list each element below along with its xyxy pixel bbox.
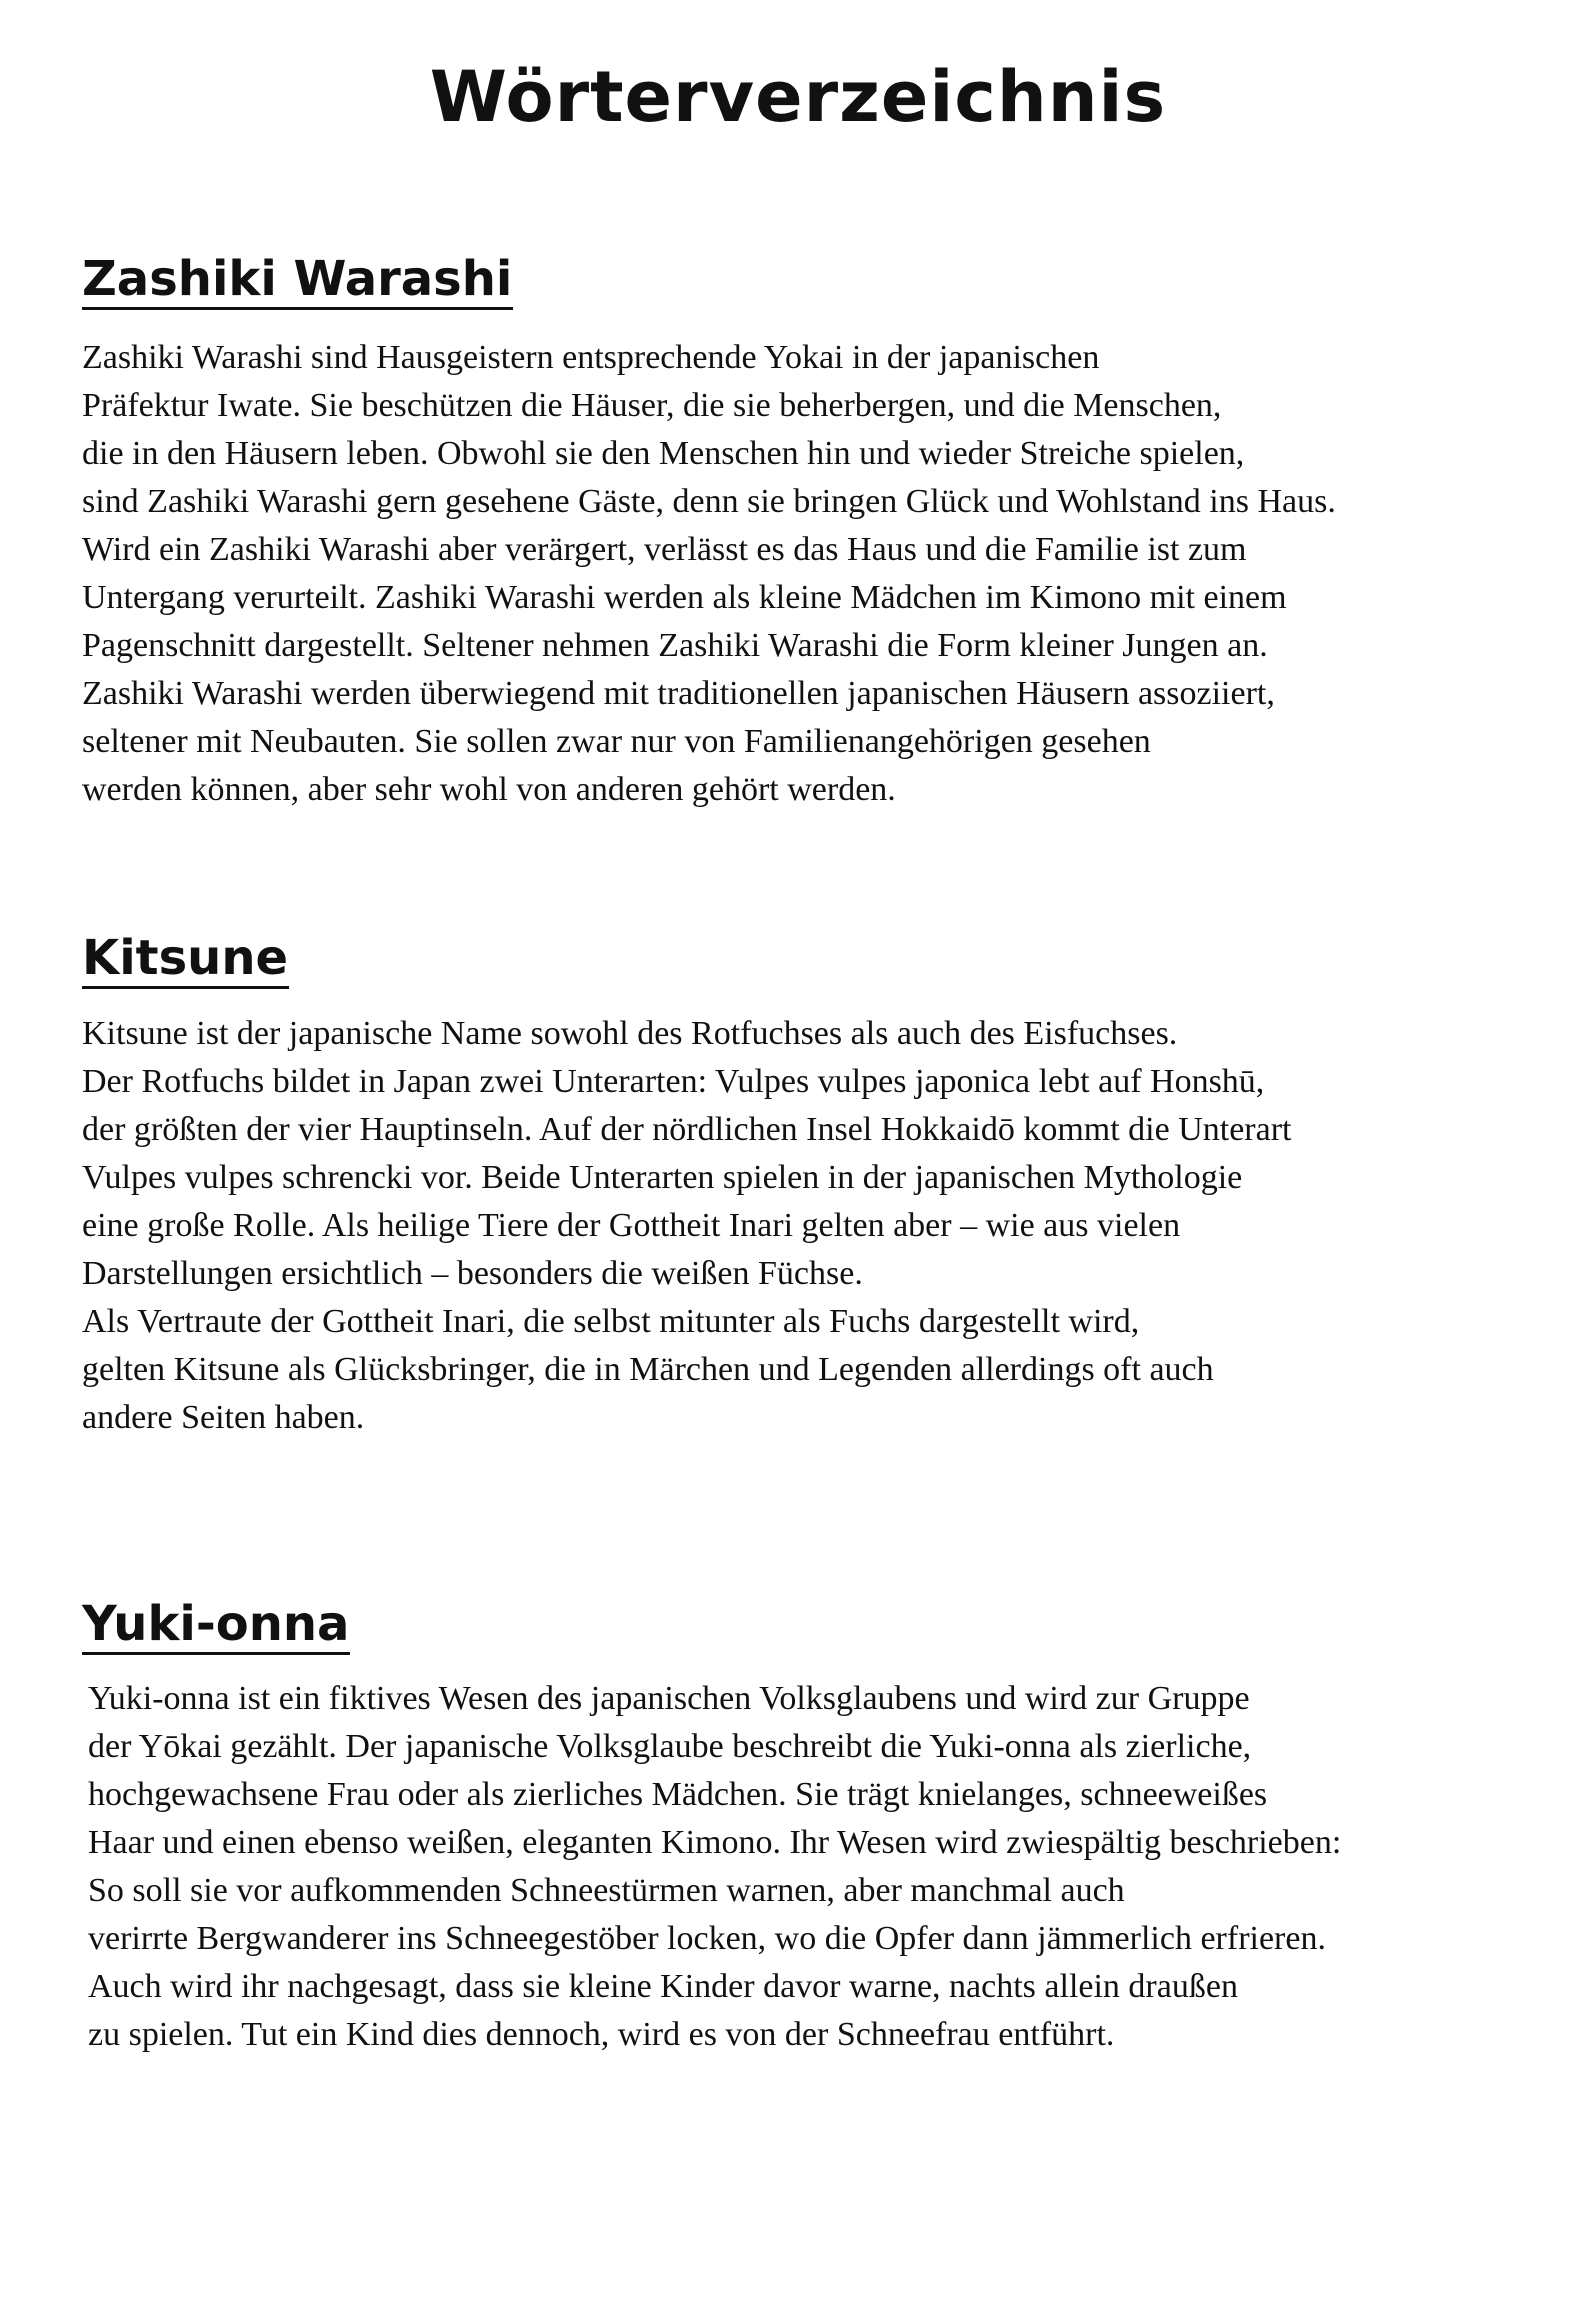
page-title: Wörterverzeichnis bbox=[429, 56, 1167, 138]
body-line: Pagenschnitt dargestellt. Seltener nehmen Zashiki Warashi die Form kleiner Jungen an. bbox=[82, 627, 1268, 664]
body-line: andere Seiten haben. bbox=[82, 1399, 365, 1436]
body-line: eine große Rolle. Als heilige Tiere der Gottheit Inari gelten aber – wie aus vielen bbox=[82, 1207, 1181, 1244]
body-line: So soll sie vor aufkommenden Schneestürmen warnen, aber manchmal auch bbox=[88, 1872, 1125, 1909]
body-line: Präfektur Iwate. Sie beschützen die Häuser, die sie beherbergen, und die Menschen, bbox=[82, 387, 1222, 424]
body-line: Wird ein Zashiki Warashi aber verärgert, verlässt es das Haus und die Familie ist zum bbox=[82, 531, 1247, 568]
body-line: die in den Häusern leben. Obwohl sie den Menschen hin und wieder Streiche spielen, bbox=[82, 435, 1245, 472]
body-line: sind Zashiki Warashi gern gesehene Gäste, denn sie bringen Glück und Wohlstand ins Haus. bbox=[82, 483, 1336, 520]
body-line: Der Rotfuchs bildet in Japan zwei Unterarten: Vulpes vulpes japonica lebt auf Honshū, bbox=[82, 1063, 1265, 1100]
body-line: Vulpes vulpes schrencki vor. Beide Unterarten spielen in der japanischen Mythologie bbox=[82, 1159, 1243, 1196]
body-line: Auch wird ihr nachgesagt, dass sie kleine Kinder davor warne, nachts allein draußen bbox=[88, 1968, 1238, 2005]
body-line: Zashiki Warashi sind Hausgeistern entsprechende Yokai in der japanischen bbox=[82, 339, 1100, 376]
body-line: Haar und einen ebenso weißen, eleganten Kimono. Ihr Wesen wird zwiespältig beschrieben: bbox=[88, 1824, 1342, 1861]
heading-underline bbox=[82, 986, 289, 989]
body-line: Kitsune ist der japanische Name sowohl des Rotfuchses als auch des Eisfuchses. bbox=[82, 1015, 1178, 1052]
section-heading: Yuki-onna bbox=[82, 1596, 350, 1652]
body-line: hochgewachsene Frau oder als zierliches Mädchen. Sie trägt knielanges, schneeweißes bbox=[88, 1776, 1268, 1813]
body-line: der Yōkai gezählt. Der japanische Volksglaube beschreibt die Yuki-onna als zierliche, bbox=[88, 1728, 1252, 1765]
body-line: zu spielen. Tut ein Kind dies dennoch, wird es von der Schneefrau entführt. bbox=[88, 2016, 1115, 2053]
body-line: Zashiki Warashi werden überwiegend mit traditionellen japanischen Häusern assoziiert, bbox=[82, 675, 1275, 712]
section-body bbox=[82, 1010, 1292, 1442]
section-heading: Kitsune bbox=[82, 930, 289, 986]
body-line: der größten der vier Hauptinseln. Auf der nördlichen Insel Hokkaidō kommt die Unterart bbox=[82, 1111, 1292, 1148]
body-line: seltener mit Neubauten. Sie sollen zwar nur von Familienangehörigen gesehen bbox=[82, 723, 1151, 760]
body-line: verirrte Bergwanderer ins Schneegestöber locken, wo die Opfer dann jämmerlich erfrieren. bbox=[88, 1920, 1326, 1957]
section-body bbox=[88, 1675, 1341, 2059]
heading-underline bbox=[82, 307, 513, 310]
section-heading: Zashiki Warashi bbox=[82, 251, 513, 307]
section-body bbox=[82, 334, 1336, 814]
body-line: Untergang verurteilt. Zashiki Warashi werden als kleine Mädchen im Kimono mit einem bbox=[82, 579, 1287, 616]
body-line: gelten Kitsune als Glücksbringer, die in Märchen und Legenden allerdings oft auch bbox=[82, 1351, 1214, 1388]
body-line: Als Vertraute der Gottheit Inari, die selbst mitunter als Fuchs dargestellt wird, bbox=[82, 1303, 1140, 1340]
body-line: Darstellungen ersichtlich – besonders die weißen Füchse. bbox=[82, 1255, 863, 1292]
body-line: Yuki-onna ist ein fiktives Wesen des japanischen Volksglaubens und wird zur Gruppe bbox=[88, 1680, 1250, 1717]
body-line: werden können, aber sehr wohl von anderen gehört werden. bbox=[82, 771, 896, 808]
heading-underline bbox=[82, 1652, 350, 1655]
